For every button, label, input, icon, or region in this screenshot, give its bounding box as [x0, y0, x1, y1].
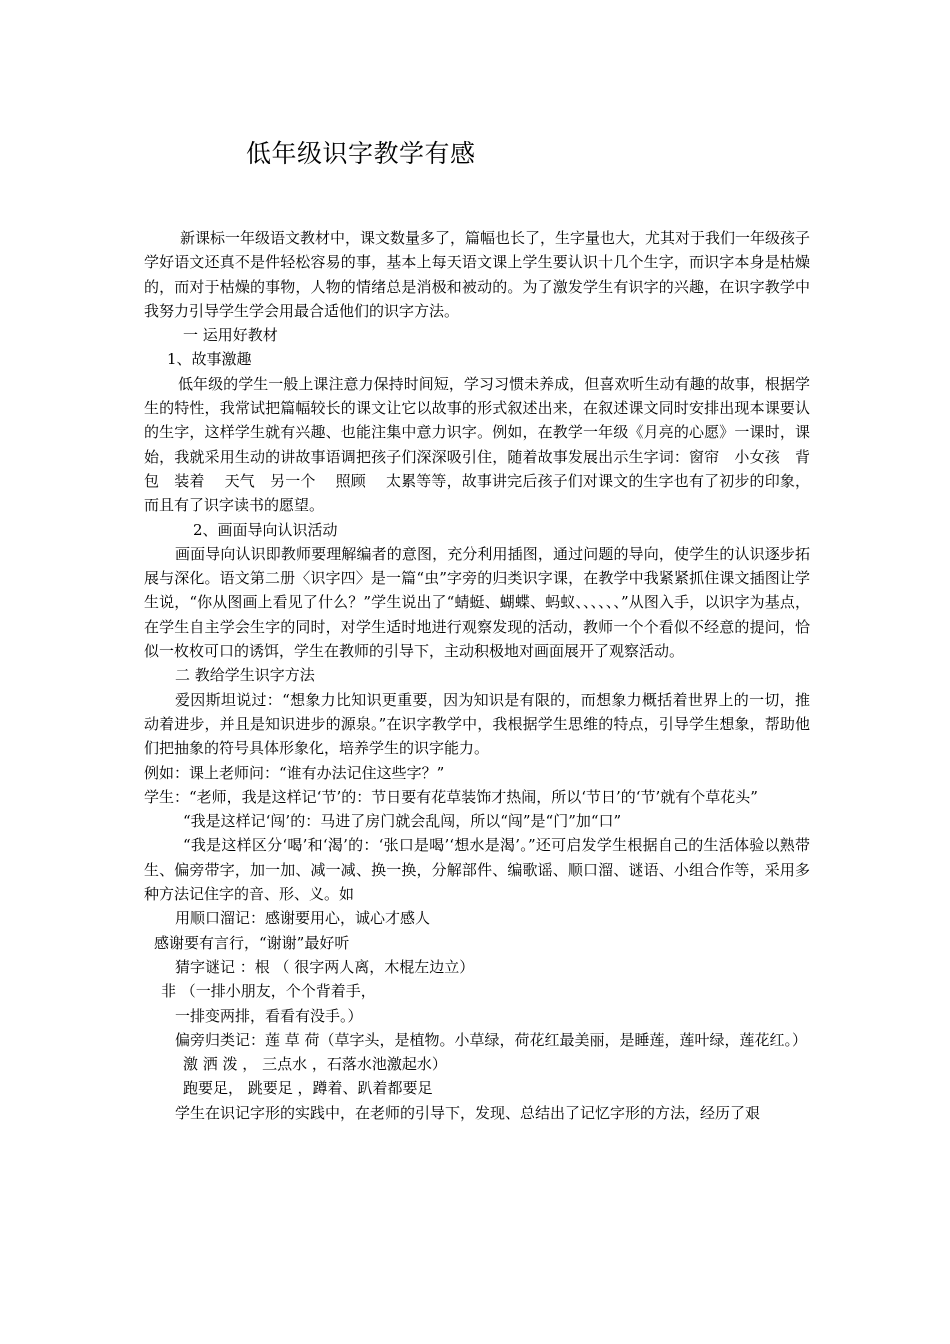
riddle-line-3: 一排变两排，看看有没手。）	[175, 1006, 363, 1025]
radical-line-foot: 跑要足， 跳要足 ，蹲着、趴着都要足	[183, 1079, 433, 1098]
rhyme-line-1: 用顺口溜记：感谢要用心，诚心才感人	[175, 909, 431, 928]
section-heading-2: 二 教给学生识字方法	[175, 666, 315, 685]
conclusion-line: 学生在识记字形的实践中，在老师的引导下，发现、总结出了记忆字形的方法，经历了艰	[175, 1103, 761, 1122]
radical-paragraph: 偏旁归类记：莲 草 荷（草字头，是植物。小草绿，荷花红最美丽，是睡莲，莲叶绿，莲花红。）	[175, 1030, 808, 1049]
radical-line-water: 激 洒 泼 ， 三点水 ，石落水池激起水）	[183, 1055, 447, 1074]
riddle-line-1: 猜字谜记 ：根 （ 很字两人离，木棍左边立）	[175, 957, 475, 976]
picture-paragraph: 画面导向认识即教师要理解编者的意图，充分利用插图，通过问题的导向，使学生的认识逐步拓展与深化。语文第二册〈识字四〉是一篇“虫”字旁的归类识字课，在教学中我紧紧抓住课文插图让学生说，“你从图画上看见了什么？”学生说出了“蜻蜓、蝴蝶、蚂蚁、、、、、、”从图入手，以识字为基点，在学生自主学会生字的同时，对学生适时地进行观察发现的活动，教师一个个看似不经意的提问，恰似一枚枚可口的诱饵，学生在教师的引导下，主动积极地对画面展开了观察活动。	[144, 544, 810, 661]
student-answer-paragraph: 学生：“老师，我是这样记‘节’的：节日要有花草装饰才热闹，所以‘节日’的‘节’就有个草花头”	[144, 787, 758, 806]
method-paragraph: “我是这样区分‘喝’和‘渴’的：‘张口是喝’‘想水是渴’。”还可启发学生根据自己的生活体验以熟带生、偏旁带字，加一加、减一减、换一换，分解部件、编歌谣、顺口溜、谜语、小组合作等，采用多种方法记住字的音、形、义。如	[144, 836, 810, 904]
section-heading-1: 一 运用好教材	[183, 326, 278, 345]
subsection-heading-2: 2、画面导向认识活动	[193, 520, 338, 539]
einstein-paragraph: 爱因斯坦说过：“想象力比知识更重要，因为知识是有限的，而想象力概括着世界上的一切，推动着进步，并且是知识进步的源泉。”在识字教学中，我根据学生思维的特点，引导学生想象，帮助他们把抽象的符号具体形象化，培养学生的识字能力。	[144, 690, 810, 758]
story-paragraph: 低年级的学生一般上课注意力保持时间短，学习习惯未养成，但喜欢听生动有趣的故事，根据学生的特性，我常试把篇幅较长的课文让它以故事的形式叙述出来，在叙述课文同时安排出现本课要认的生字，这样学生就有兴趣、也能注集中意力识字。例如，在教学一年级《月亮的心愿》一课时，课始，我就采用生动的讲故事语调把孩子们深深吸引住，随着故事发展出示生字词：窗帘 小女孩 背包 装着 天气 另一个 照顾 太累等等，故事讲完后孩子们对课文的生字也有了初步的印象，而且有了识字读书的愿望。	[144, 374, 810, 515]
intro-paragraph: 新课标一年级语文教材中，课文数量多了，篇幅也长了，生字量也大，尤其对于我们一年级孩子学好语文还真不是件轻松容易的事，基本上每天语文课上学生要认识十几个生字，而识字本身是枯燥的，而对于枯燥的事物，人物的情绪总是消极和被动的。为了激发学生有识字的兴趣，在识字教学中我努力引导学生学会用最合适他们的识字方法。	[144, 229, 811, 320]
riddle-line-2: 非 （一排小朋友，个个背着手，	[161, 982, 376, 1001]
document-title: 低年级识字教学有感	[246, 139, 476, 168]
rhyme-line-2: 感谢要有言行，“谢谢”最好听	[154, 933, 350, 952]
document-body	[144, 226, 810, 1125]
subsection-heading-1: 1、故事激趣	[167, 350, 252, 369]
example-line: 例如：课上老师问：“谁有办法记住这些字？”	[144, 763, 445, 782]
student-quote-line: “我是这样记‘闯’的：马进了房门就会乱闯，所以“闯”是“门”加“口”	[183, 812, 622, 831]
